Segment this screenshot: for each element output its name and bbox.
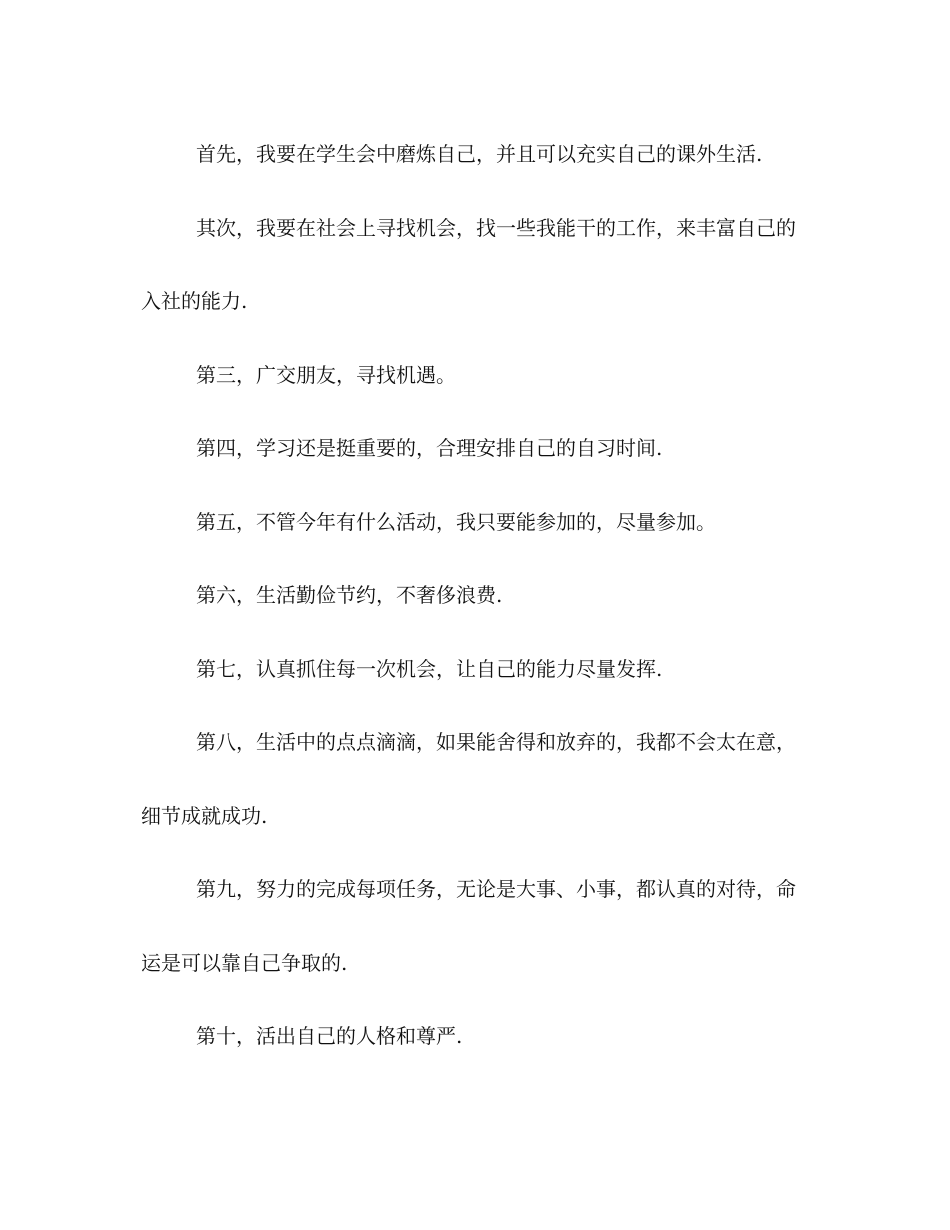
paragraph-9: 第九，努力的完成每项任务，无论是大事、小事，都认真的对待，命运是可以靠自己争取的. (141, 877, 796, 975)
paragraph-6: 第六，生活勤俭节约，不奢侈浪费. (196, 583, 503, 607)
paragraph-10: 第十，活出自己的人格和尊严. (196, 1024, 463, 1048)
paragraph-7: 第七，认真抓住每一次机会，让自己的能力尽量发挥. (196, 656, 663, 681)
paragraph-1: 首先，我要在学生会中磨炼自己，并且可以充实自己的课外生活. (196, 142, 763, 166)
paragraph-3: 第三，广交朋友，寻找机遇。 (196, 362, 456, 387)
paragraph-5: 第五，不管今年有什么活动，我只要能参加的，尽量参加。 (196, 509, 716, 534)
document-body (141, 118, 811, 1074)
paragraph-8: 第八，生活中的点点滴滴，如果能舍得和放弃的，我都不会太在意，细节成就成功. (141, 730, 796, 828)
paragraph-4: 第四，学习还是挺重要的，合理安排自己的自习时间. (196, 436, 663, 460)
paragraph-2: 其次，我要在社会上寻找机会，找一些我能干的工作，来丰富自己的入社的能力. (141, 215, 796, 313)
